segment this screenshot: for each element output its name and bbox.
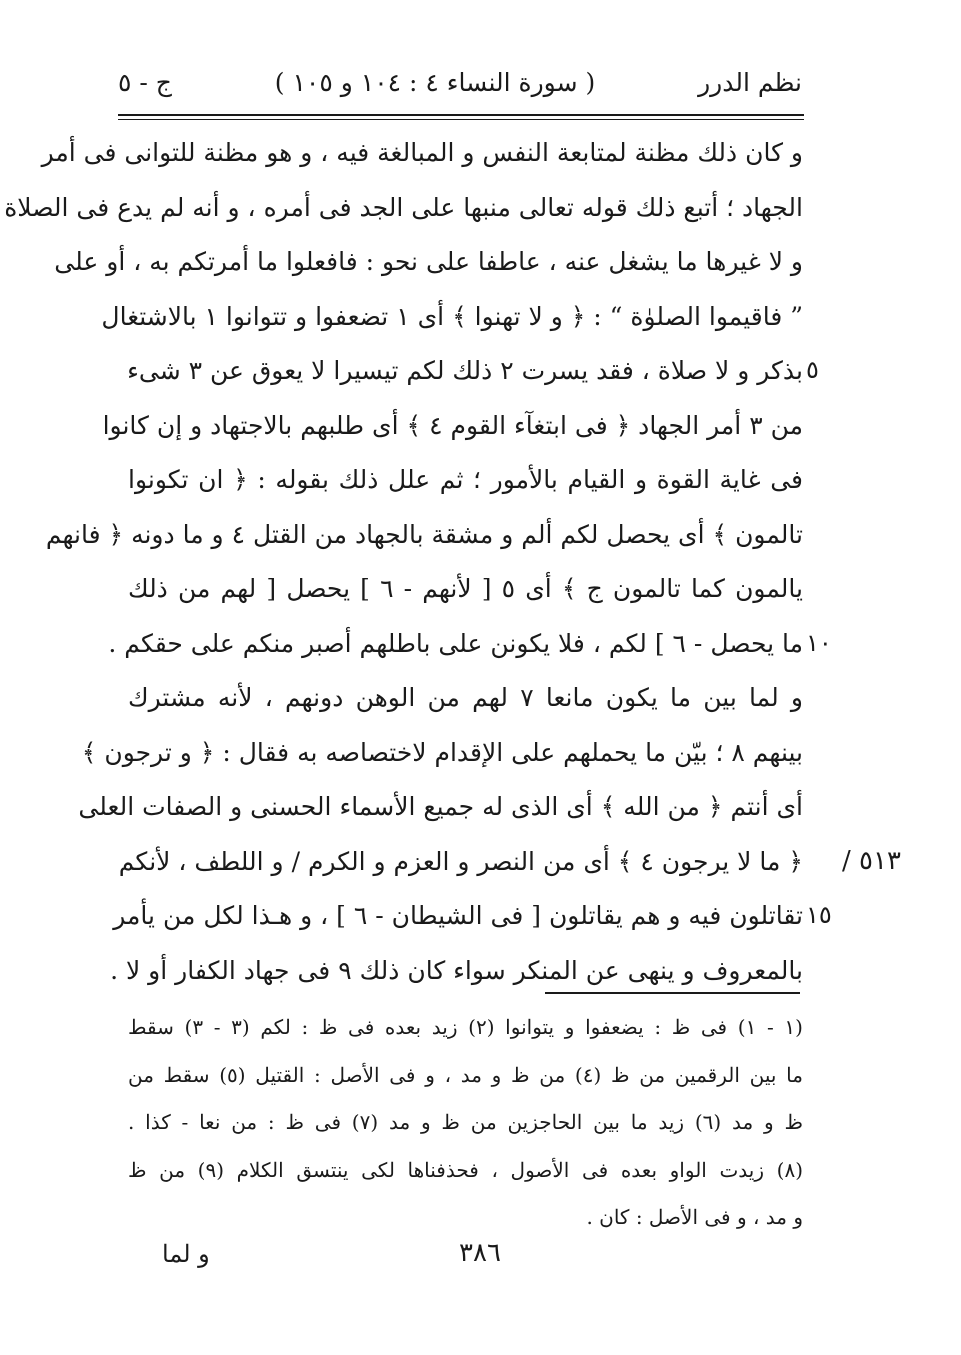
footnote-line: ظ و مد (٦) زيد ما بين الحاجزين من ظ و مد (٧) فى ظ : من نعا - كذا .	[128, 1110, 803, 1134]
footnote-line: و مد ، و فى الأصل : كان .	[586, 1205, 803, 1229]
text-line: بذكر و لا صلاة ، فقد يسرت ٢ ذلك لكم تيسيرا لا يعوق عن ٣ شىء	[127, 356, 803, 385]
footnotes	[128, 1004, 803, 1242]
text-line: الجهاد ؛ أتبع ذلك قوله تعالى منبها على الجد فى أمره ، و أنه لم يدع فى الصلاة	[4, 192, 803, 222]
text-line: ” فاقيموا الصلوٰة “ : ﴿ و لا تهنوا ﴾ أى ١ تضعفوا و تتوانوا ١ بالاشتغال	[101, 301, 803, 331]
text-line: بينهم ٨ ؛ بيّن ما يحملهم على الإقدام لاختصاصه به فقال : ﴿ و ترجون ﴾	[81, 737, 803, 767]
header-rule	[118, 114, 804, 116]
text-line: تالمون ﴾ أى يحصل لكم ألم و مشقة بالجهاد من القتل ٤ و ما دونه ﴿ فانهم	[45, 519, 803, 549]
running-header	[118, 58, 802, 106]
line-number: ١٥	[806, 901, 832, 929]
footnote-line: (١ - ١) فى ظ : يضعفوا و يتوانوا (٢) زيد بعده فى ظ : لكم (٣ - ٣) سقط	[128, 1015, 803, 1039]
text-line: و كان ذلك مظنة لمتابعة النفس و المبالغة فيه ، و هو مظنة للتوانى فى أمر	[41, 138, 803, 167]
text-line: و لا غيرها ما يشغل عنه ، عاطفا على نحو : فافعلوا ما أمرتكم به ، أو على	[54, 247, 803, 276]
line-number: ٥	[806, 356, 819, 384]
text-line: و لما بين ما يكون مانعا ٧ لهم من الوهن دونهم ، لأنه مشترك	[128, 683, 804, 712]
footnote-line: ما بين الرقمين من ظ (٤) من ظ و مد ، و فى الأصل : القتيل (٥) سقط من	[128, 1062, 803, 1087]
footnote-rule	[545, 992, 800, 994]
text-line: ما يحصل - ٦ ] لكم ، فلا يكونن على باطلهم أصبر منكم على حقكم .	[108, 628, 803, 658]
surah-reference: ( سورة النساء ٤ : ١٠٤ و ١٠٥ )	[274, 67, 596, 97]
page-number: ٣٨٦	[459, 1238, 501, 1268]
text-line: بالمعروف و ينهى عن المنكر سواء كان ذلك ٩ فى جهاد الكفار أو لا .	[110, 955, 803, 985]
header-rule-thin	[118, 119, 804, 120]
footnote-line: (٨) زيدت الواو بعده فى الأصول ، فحذفناها لكى ينتسق الكلام (٩) من ظ	[128, 1157, 804, 1182]
text-line: فى غاية القوة و القيام بالأمور ؛ ثم علل ذلك بقوله : ﴿ ان تكونوا	[128, 465, 803, 494]
volume-label: ج - ٥	[118, 67, 172, 97]
book-title: نظم الدرر	[698, 67, 802, 97]
text-line: ﴿ ما لا يرجون ٤ ﴾ أى من النصر و العزم و الكرم / و اللطف ، لأنكم	[118, 846, 803, 876]
text-line: أى أنتم ﴿ من الله ﴾ أى الذى له جميع الأسماء الحسنى و الصفات العلى	[78, 792, 803, 821]
text-line: من ٣ أمر الجهاد ﴿ فى ابتغآء القوم ٤ ﴾ أى طلبهم بالاجتهاد و إن كانوا	[102, 410, 803, 440]
line-number: ١٠	[806, 628, 832, 657]
catchword: و لما	[162, 1240, 210, 1268]
manuscript-folio-note: ٥١٣ /	[842, 846, 901, 876]
text-line: تقاتلون فيه و هم يقاتلون [ فى الشيطان - ٦ ] ، و هـذا لكل من يأمر	[113, 901, 803, 930]
text-line: يالمون كما تالمون ج ﴾ أى ٥ [ لأنهم - ٦ ] يحصل [ لهم من ذلك	[128, 574, 803, 603]
main-text	[4, 126, 804, 998]
